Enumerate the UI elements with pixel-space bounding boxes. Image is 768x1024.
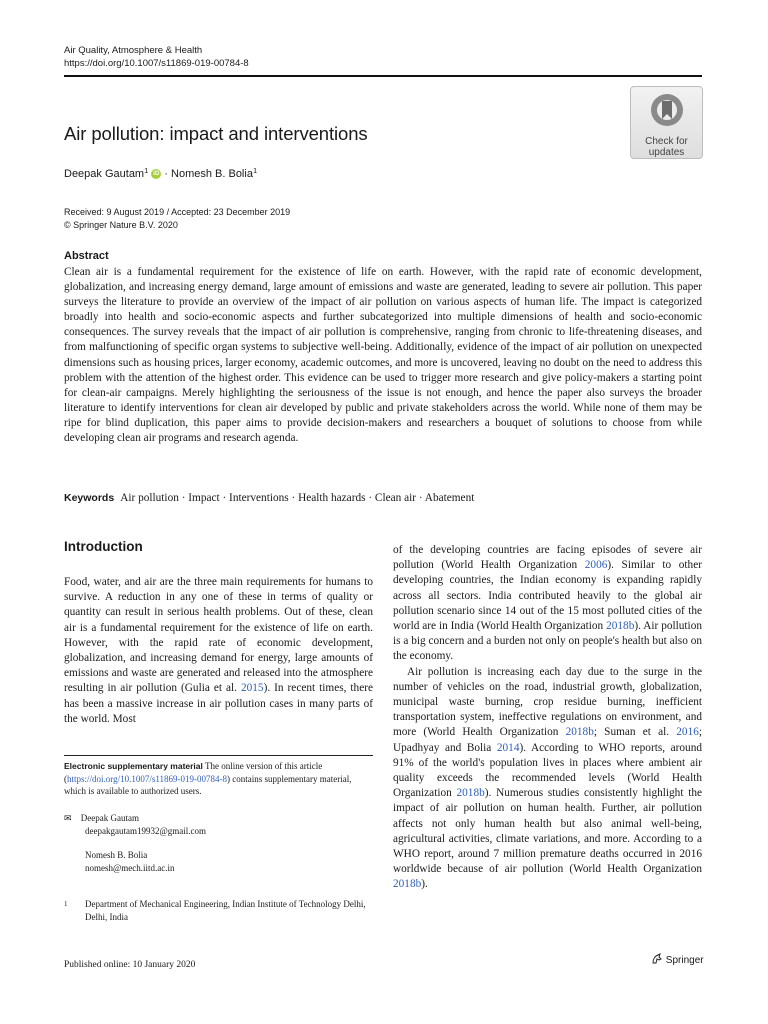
body-text: ). Similar to other developing countries, the Indian economy is expanding rapidly across all sectors. India contributed heavily to the global air pollution scenario since 14 out of the 15 most polluted cities of the world are in India (World Health Organization xyxy=(393,559,702,633)
corr-email[interactable]: nomesh@mech.iitd.ac.in xyxy=(85,862,175,873)
envelope-icon: ✉ xyxy=(64,813,72,823)
esm-text: The online version of this article ( xyxy=(64,761,323,784)
abstract-heading: Abstract xyxy=(64,250,109,262)
author-name[interactable]: Deepak Gautam xyxy=(64,168,145,180)
article-title: Air pollution: impact and interventions xyxy=(64,123,368,144)
supplementary-note xyxy=(64,760,373,798)
body-text: ). xyxy=(421,878,428,891)
affiliation xyxy=(64,898,373,923)
section-heading-introduction: Introduction xyxy=(64,539,143,554)
orcid-icon[interactable]: iD xyxy=(153,171,160,178)
article-dates xyxy=(64,206,290,231)
badge-line2: updates xyxy=(648,146,685,158)
author-separator: · xyxy=(164,168,168,180)
corr-author-name: Deepak Gautam xyxy=(80,813,139,823)
body-column-left xyxy=(64,575,373,727)
body-text: ; Suman et al. xyxy=(593,726,677,739)
springer-horse-icon xyxy=(651,953,663,965)
received-accepted: Received: 9 August 2019 / Accepted: 23 December 2019 xyxy=(64,207,291,217)
body-text: Air pollution is increasing each day due to the surge in the number of vehicles on the road, industrial growth, globalization, municipal waste burning, crop residue burning, inefficient transportation system, ineffective regulations on environment, and more (World Health Organization xyxy=(393,665,702,739)
citation-link[interactable]: 2018b xyxy=(393,878,422,891)
abstract-text: Clean air is a fundamental requirement for the existence of life on earth. However, with the rapid rate of economic development, globalization, and increasing energy demand, large amount of emissions and waste are generated, leading to severe air pollution. This paper surveys the literature to provide an overview of the impact of air pollution on various aspects of human life. The impact is categorized broadly into health and socio-economic aspects and further subcategorized into multiple dimensions of health and socio-economic consequences. The survey reveals that the impact of air pollution is comprehensive, ranging from chronic to life-threatening diseases, and from malfunctioning of specific organ systems to subjective well-being. Additionally, evidence of the impact of air pollution on unexpected dimensions such as housing prices, larger economy, academic outcomes, and more is uncovered, leaving no doubt on the need to address this problem with the attention of the highest order. This evidence can be used to trigger more research and give policy-makers a starting point for clean-air campaigns. Merely highlighting the seriousness of the issue is not enough, and hence the paper also surveys the broader literature to identify interventions for clean air developed by public and private stakeholders across the world. While none of them may be ripe for blind duplication, this paper aims to provide decision-makers and researchers a bouquet of solutions to choose from while developing clean air programs and research agenda. xyxy=(64,266,702,445)
esm-text: ) contains supplementary material, which is available to authorized users. xyxy=(64,773,352,796)
body-text: ). Numerous studies consistently highlight the impact of air pollution on human health. Further, air pollution affects not only human health but also animal well-being, agricultural activities, climate variations, and more. According to a WHO report, around 7 million premature deaths occurred in 2016 worldwide because of air pollution (World Health Organization xyxy=(393,787,702,876)
affiliation-text: Department of Mechanical Engineering, Indian Institute of Technology Delhi, Delhi, India xyxy=(85,899,366,922)
body-column-right xyxy=(393,543,702,893)
affiliation-marker: 1 xyxy=(144,166,149,175)
esm-link[interactable]: https://doi.org/10.1007/s11869-019-00784-8 xyxy=(67,773,228,784)
affiliation-marker: 1 xyxy=(252,166,258,175)
keywords-label: Keywords xyxy=(64,492,115,504)
body-text: ). Air pollution is a big concern and a burden not only on people's health but also on the economy. xyxy=(393,620,702,663)
publisher-name: Springer xyxy=(665,955,704,966)
check-for-updates-badge[interactable] xyxy=(630,86,703,159)
journal-name: Air Quality, Atmosphere & Health xyxy=(64,45,203,56)
citation-link[interactable]: 2006 xyxy=(584,559,608,572)
citation-link[interactable]: 2018b xyxy=(565,726,594,739)
doi-link[interactable]: https://doi.org/10.1007/s11869-019-00784-8 xyxy=(64,58,249,69)
keywords-list: Air pollution · Impact · Interventions · Health hazards · Clean air · Abatement xyxy=(120,492,475,504)
keywords xyxy=(64,492,474,504)
journal-header xyxy=(64,44,249,70)
corr-author-name: Nomesh B. Bolia xyxy=(85,850,148,860)
published-date: Published online: 10 January 2020 xyxy=(64,960,196,970)
paragraph xyxy=(393,665,702,893)
citation-link[interactable]: 2018b xyxy=(456,787,485,800)
body-text: Food, water, and air are the three main requirements for humans to survive. A reduction in any one of these in terms of quality or quantity can result in serious health problems. Out of these, clean air is a fundamental requirement for the existence of life on earth. However, with the rapid rate of economic development, globalization, and increasing demand for energy, large amounts of emissions and waste are generated and released into the atmosphere resulting in air pollution (Gulia et al. xyxy=(64,576,373,695)
body-text: ; Upadhyay and Bolia xyxy=(393,726,703,754)
citation-link[interactable]: 2014 xyxy=(496,741,520,754)
body-text: of the developing countries are facing episodes of severe air pollution (World Health Organization xyxy=(393,544,702,572)
author-name[interactable]: Nomesh B. Bolia xyxy=(171,168,253,180)
author-list xyxy=(64,168,257,180)
copyright-line: © Springer Nature B.V. 2020 xyxy=(64,219,178,230)
citation-link[interactable]: 2016 xyxy=(676,726,699,739)
correspondence xyxy=(64,812,373,874)
esm-label: Electronic supplementary material xyxy=(64,761,203,771)
publisher-logo xyxy=(651,953,704,966)
badge-line1: Check for xyxy=(645,136,688,147)
citation-link[interactable]: 2018b xyxy=(606,620,635,633)
affiliation-number: 1 xyxy=(64,900,68,908)
bookmark-icon xyxy=(649,92,685,128)
citation-link[interactable]: 2015 xyxy=(240,682,264,695)
corr-email[interactable]: deepakgautam19932@gmail.com xyxy=(85,825,207,836)
paragraph xyxy=(393,543,702,665)
body-text: ). In recent times, there has been a massive increase in air pollution cases in many parts of the world. Most xyxy=(64,682,373,725)
header-rule xyxy=(64,75,702,77)
body-text: ). According to WHO reports, around 91% of the world's population lives in places where ambient air quality exceeds the recommended levels (World Health Organization xyxy=(393,741,703,800)
footnote-rule xyxy=(64,755,373,756)
